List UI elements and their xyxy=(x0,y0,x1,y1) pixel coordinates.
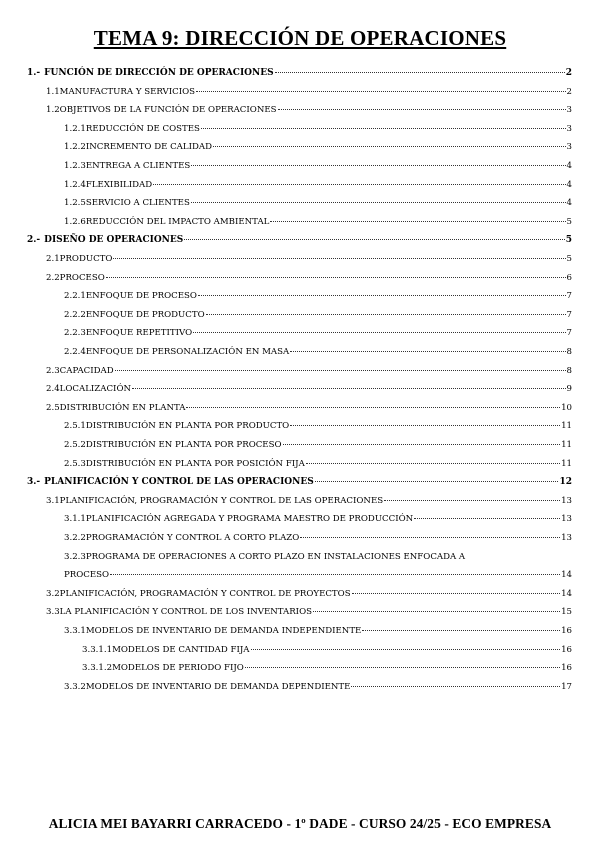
toc-entry-number: 3.3 xyxy=(46,607,60,618)
dot-leader xyxy=(251,648,561,650)
toc-entry-page: 9 xyxy=(566,384,572,395)
toc-entry-page: 5 xyxy=(566,254,572,264)
dot-leader xyxy=(213,145,566,147)
toc-entry-label: LA PLANIFICACIÓN Y CONTROL DE LOS INVENTARIOS xyxy=(59,607,313,618)
toc-entry-number: 3.1.1 xyxy=(64,514,86,525)
toc-entry-page: 15 xyxy=(561,607,572,618)
toc-entry-label: PLANIFICACIÓN, PROGRAMACIÓN Y CONTROL DE LAS OPERACIONES xyxy=(59,495,384,506)
toc-entry-page: 2 xyxy=(565,68,572,78)
toc-entry-label: OBJETIVOS DE LA FUNCIÓN DE OPERACIONES xyxy=(59,105,277,116)
toc-entry-label: SERVICIO A CLIENTES xyxy=(85,198,190,209)
toc-entry[interactable] xyxy=(27,234,572,246)
toc-entry-label: MODELOS DE INVENTARIO DE DEMANDA INDEPENDIENTE xyxy=(85,626,362,636)
toc-entry-page: 16 xyxy=(561,644,572,655)
toc-entry-page: 3 xyxy=(566,105,572,116)
toc-entry-number: 2.5.2 xyxy=(64,440,86,450)
dot-leader xyxy=(278,108,566,110)
toc-entry-label: CAPACIDAD xyxy=(59,365,114,376)
toc-entry-page: 12 xyxy=(559,477,572,488)
toc-entry-page: 17 xyxy=(561,681,572,692)
dot-leader xyxy=(191,201,566,203)
toc-entry-label: INCREMENTO DE CALIDAD xyxy=(85,142,212,153)
toc-entry-continuation[interactable] xyxy=(64,569,572,581)
toc-entry-number: 2.3 xyxy=(46,365,60,376)
toc-entry[interactable] xyxy=(46,383,572,395)
toc-entry-page: 4 xyxy=(566,198,572,209)
toc-entry-number: 2.2.4 xyxy=(64,347,86,357)
toc-entry[interactable] xyxy=(64,216,572,228)
toc-entry-page: 2 xyxy=(566,86,572,97)
toc-entry[interactable] xyxy=(64,625,572,637)
dot-leader xyxy=(115,369,566,371)
toc-entry[interactable] xyxy=(46,402,572,414)
toc-entry-number: 3.3.1.1 xyxy=(82,644,113,655)
toc-entry-label: PROCESO xyxy=(59,272,105,283)
toc-entry-label: DISTRIBUCIÓN EN PLANTA POR PRODUCTO xyxy=(85,421,290,432)
toc-entry-number: 1.2.6 xyxy=(64,216,86,227)
toc-entry-page: 13 xyxy=(561,533,572,543)
dot-leader xyxy=(300,536,560,538)
dot-leader xyxy=(186,406,560,408)
toc-entry-number: 2.5.3 xyxy=(64,458,86,469)
toc-entry-label: LOCALIZACIÓN xyxy=(59,384,132,395)
toc-entry-number: 1.- xyxy=(27,68,41,78)
toc-entry[interactable] xyxy=(46,495,572,507)
dot-leader xyxy=(110,573,560,575)
toc-entry-page: 11 xyxy=(561,421,572,432)
toc-entry-label: DISTRIBUCIÓN EN PLANTA xyxy=(59,402,186,413)
toc-entry-page: 3 xyxy=(566,142,572,153)
toc-entry-number: 2.1 xyxy=(46,254,60,264)
toc-entry[interactable] xyxy=(64,141,572,153)
toc-entry[interactable] xyxy=(64,346,572,358)
page-footer: ALICIA MEI BAYARRI CARRACEDO - 1º DADE - CURSO 24/25 - ECO EMPRESA xyxy=(48,816,552,831)
toc-entry-page: 8 xyxy=(566,347,572,357)
toc-entry-label-continued: PROCESO xyxy=(64,570,110,581)
toc-entry-number: 3.3.1 xyxy=(64,626,86,636)
toc-entry[interactable] xyxy=(64,513,572,525)
dot-leader xyxy=(384,499,560,501)
toc-entry-number: 2.2.2 xyxy=(64,309,86,320)
toc-entry-number: 1.2.4 xyxy=(64,179,86,190)
dot-leader xyxy=(275,71,565,73)
toc-entry-number: 2.5 xyxy=(46,402,60,413)
toc-entry-page: 14 xyxy=(561,570,572,581)
toc-entry-page: 4 xyxy=(566,161,572,171)
toc-entry[interactable] xyxy=(64,179,572,191)
toc-entry-page: 10 xyxy=(561,402,572,413)
toc-entry-label: PLANIFICACIÓN AGREGADA Y PROGRAMA MAESTRO DE PRODUCCIÓN xyxy=(85,514,414,525)
toc-entry-number: 1.2.2 xyxy=(64,142,86,153)
toc-entry[interactable] xyxy=(64,681,572,693)
toc-entry[interactable] xyxy=(64,439,572,451)
toc-entry[interactable] xyxy=(46,86,572,98)
toc-entry[interactable] xyxy=(64,458,572,470)
dot-leader xyxy=(414,517,560,519)
toc-entry-label: FLEXIBILIDAD xyxy=(85,179,153,190)
dot-leader xyxy=(193,331,565,333)
toc-entry-label: MODELOS DE CANTIDAD FIJA xyxy=(112,644,250,655)
toc-entry-label: MANUFACTURA Y SERVICIOS xyxy=(59,86,196,97)
dot-leader xyxy=(196,90,565,92)
dot-leader xyxy=(198,294,566,296)
toc-entry-page: 4 xyxy=(566,179,572,190)
dot-leader xyxy=(153,183,565,185)
dot-leader xyxy=(113,257,565,259)
toc-entry-page: 3 xyxy=(566,123,572,134)
toc-entry-label: ENFOQUE DE PERSONALIZACIÓN EN MASA xyxy=(85,347,290,357)
toc-entry-number: 2.5.1 xyxy=(64,421,86,432)
toc-entry-number: 1.2.3 xyxy=(64,161,86,171)
dot-leader xyxy=(362,629,560,631)
toc-entry-number: 3.1 xyxy=(46,495,60,506)
dot-leader xyxy=(283,443,561,445)
toc-entry-number: 2.2.1 xyxy=(64,291,86,302)
toc-entry-page: 13 xyxy=(561,495,572,506)
toc-entry[interactable] xyxy=(64,327,572,339)
toc-entry-label: FUNCIÓN DE DIRECCIÓN DE OPERACIONES xyxy=(44,68,274,78)
toc-entry-page: 5 xyxy=(566,216,572,227)
toc-entry-page: 8 xyxy=(566,365,572,376)
toc-entry-number: 2.2 xyxy=(46,272,60,283)
dot-leader xyxy=(184,238,564,240)
toc-entry-label: DISTRIBUCIÓN EN PLANTA POR PROCESO xyxy=(85,440,282,450)
toc-entry-page: 16 xyxy=(561,626,572,636)
dot-leader xyxy=(206,313,566,315)
toc-entry[interactable] xyxy=(46,365,572,377)
toc-entry-page: 14 xyxy=(561,588,572,599)
dot-leader xyxy=(290,350,565,352)
toc-entry[interactable] xyxy=(64,197,572,209)
dot-leader xyxy=(351,685,560,687)
toc-entry[interactable] xyxy=(64,420,572,432)
toc-entry-page: 6 xyxy=(566,272,572,283)
toc-entry-page: 16 xyxy=(561,663,572,674)
toc-entry-label: MODELOS DE INVENTARIO DE DEMANDA DEPENDIENTE xyxy=(85,681,351,692)
toc-entry-number: 2.- xyxy=(27,235,41,246)
toc-entry-page: 11 xyxy=(561,458,572,469)
toc-entry-label: ENFOQUE DE PRODUCTO xyxy=(85,309,205,320)
toc-entry[interactable] xyxy=(64,123,572,135)
toc-entry-label: REDUCCIÓN DEL IMPACTO AMBIENTAL xyxy=(85,216,270,227)
toc-entry-number: 1.2 xyxy=(46,105,60,116)
toc-entry[interactable] xyxy=(27,67,572,79)
toc-entry[interactable] xyxy=(46,588,572,600)
toc-entry[interactable] xyxy=(46,253,572,265)
dot-leader xyxy=(352,592,560,594)
toc-entry-page: 5 xyxy=(565,235,572,246)
toc-entry-number: 3.- xyxy=(27,477,41,488)
toc-entry-number: 3.3.2 xyxy=(64,681,86,692)
toc-entry-page: 7 xyxy=(566,309,572,320)
toc-entry-label: REDUCCIÓN DE COSTES xyxy=(85,123,200,134)
toc-entry-label: ENTREGA A CLIENTES xyxy=(85,161,191,171)
toc-entry[interactable] xyxy=(64,290,572,302)
toc-entry-label: PRODUCTO xyxy=(59,254,113,264)
toc-entry[interactable] xyxy=(82,644,572,656)
toc-entry-label: DISEÑO DE OPERACIONES xyxy=(44,235,184,246)
toc-entry-label: PROGRAMACIÓN Y CONTROL A CORTO PLAZO xyxy=(85,533,300,543)
toc-entry-number: 2.2.3 xyxy=(64,328,86,339)
toc-entry[interactable] xyxy=(46,272,572,284)
toc-entry-page: 13 xyxy=(561,514,572,525)
toc-entry[interactable] xyxy=(64,309,572,321)
toc-entry-number: 1.2.1 xyxy=(64,123,86,134)
toc-entry[interactable] xyxy=(27,476,572,488)
toc-entry-label: DISTRIBUCIÓN EN PLANTA POR POSICIÓN FIJA xyxy=(85,458,305,469)
toc-entry[interactable] xyxy=(64,160,572,172)
toc-entry[interactable] xyxy=(64,551,572,563)
toc-entry-number: 1.2.5 xyxy=(64,198,86,209)
toc-entry-page: 7 xyxy=(566,328,572,339)
toc-entry-number: 3.2.3 xyxy=(64,551,86,562)
toc-entry-label: ENFOQUE REPETITIVO xyxy=(85,328,193,339)
page-title: TEMA 9: DIRECCIÓN DE OPERACIONES xyxy=(93,26,507,50)
toc-entry-number: 3.3.1.2 xyxy=(82,663,113,674)
dot-leader xyxy=(245,666,560,668)
toc-entry-label: PLANIFICACIÓN, PROGRAMACIÓN Y CONTROL DE PROYECTOS xyxy=(59,588,351,599)
dot-leader xyxy=(313,610,560,612)
toc-entry-number: 3.2.2 xyxy=(64,533,86,543)
toc-entry[interactable] xyxy=(64,532,572,544)
dot-leader xyxy=(201,127,566,129)
dot-leader xyxy=(315,480,559,482)
dot-leader xyxy=(191,164,565,166)
toc-entry-label: PROGRAMA DE OPERACIONES A CORTO PLAZO EN INSTALACIONES ENFOCADA A xyxy=(85,551,466,562)
toc-entry[interactable] xyxy=(46,104,572,116)
toc-entry-number: 3.2 xyxy=(46,588,60,599)
toc-entry-label: ENFOQUE DE PROCESO xyxy=(85,291,197,302)
toc-entry[interactable] xyxy=(82,662,572,674)
toc-entry-page: 7 xyxy=(566,291,572,302)
dot-leader xyxy=(132,387,566,389)
toc-entry-page: 11 xyxy=(561,440,572,450)
dot-leader xyxy=(106,276,566,278)
toc-entry-label: PLANIFICACIÓN Y CONTROL DE LAS OPERACIONES xyxy=(44,477,314,488)
toc-entry-label: MODELOS DE PERIODO FIJO xyxy=(112,663,244,674)
toc-entry-number: 1.1 xyxy=(46,86,60,97)
dot-leader xyxy=(270,220,565,222)
dot-leader xyxy=(306,462,560,464)
toc-entry-number: 2.4 xyxy=(46,384,60,395)
dot-leader xyxy=(290,424,560,426)
toc-entry[interactable] xyxy=(46,606,572,618)
